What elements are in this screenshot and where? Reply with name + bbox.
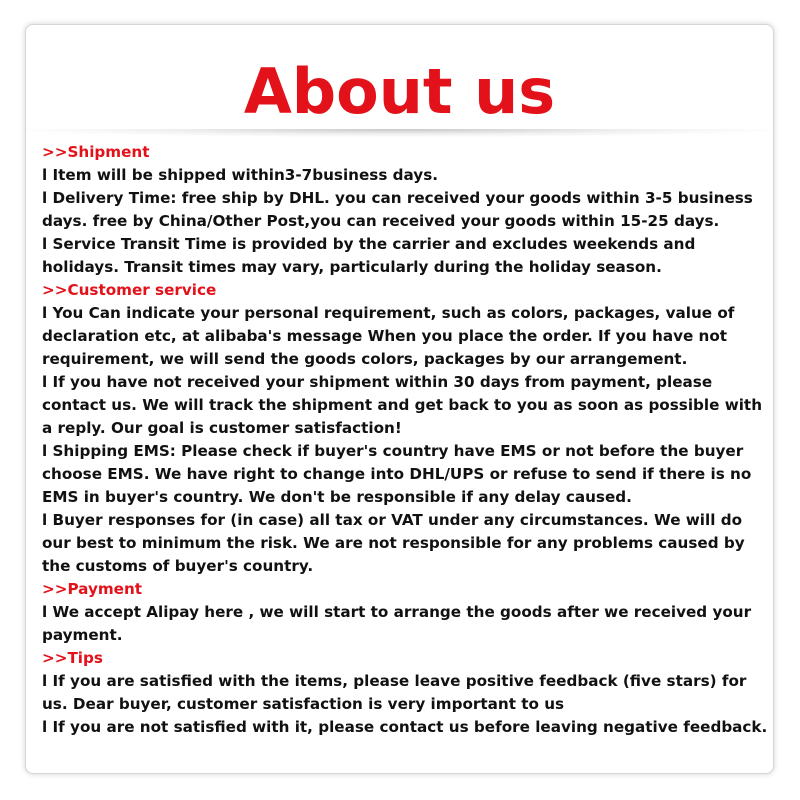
shipment-item: l Delivery Time: free ship by DHL. you can received your goods within 3-5 business days. free by China/Other Post,you can received your goods within 15-25 days.	[42, 189, 753, 230]
section-heading-shipment: >>Shipment	[42, 143, 150, 161]
shipment-item: l Item will be shipped within3-7business days.	[42, 166, 439, 184]
about-card	[25, 24, 774, 774]
page-title: About us	[243, 55, 556, 128]
section-heading-tips: >>Tips	[42, 649, 103, 667]
section-heading-payment: >>Payment	[42, 580, 143, 598]
about-content	[42, 141, 772, 739]
title-divider	[26, 129, 773, 137]
customer-service-item: l Shipping EMS: Please check if buyer's country have EMS or not before the buyer choose EMS. We have right to change into DHL/UPS or refuse to send if there is no EMS in buyer's country. We don't be responsible if any delay caused.	[42, 442, 752, 506]
customer-service-item: l Buyer responses for (in case) all tax or VAT under any circumstances. We will do our best to minimum the risk. We are not responsible for any problems caused by the customs of buyer's country.	[42, 511, 745, 575]
shipment-item: l Service Transit Time is provided by the carrier and excludes weekends and holidays. Transit times may vary, particularly during the holiday season.	[42, 235, 696, 276]
section-heading-customer-service: >>Customer service	[42, 281, 217, 299]
tips-item: l If you are satisfied with the items, please leave positive feedback (five stars) for us. Dear buyer, customer satisfaction is very important to us	[42, 672, 747, 713]
customer-service-item: l You Can indicate your personal requirement, such as colors, packages, value of declaration etc, at alibaba's message When you place the order. If you have not requirement, we will send the goods colors, packages by our arrangement.	[42, 304, 735, 368]
customer-service-item: l If you have not received your shipment within 30 days from payment, please contact us. We will track the shipment and get back to you as soon as possible with a reply. Our goal is customer satisfaction!	[42, 373, 763, 437]
tips-item: l If you are not satisfied with it, please contact us before leaving negative feedback.	[42, 718, 768, 736]
payment-item: l We accept Alipay here , we will start to arrange the goods after we received your payment.	[42, 603, 752, 644]
